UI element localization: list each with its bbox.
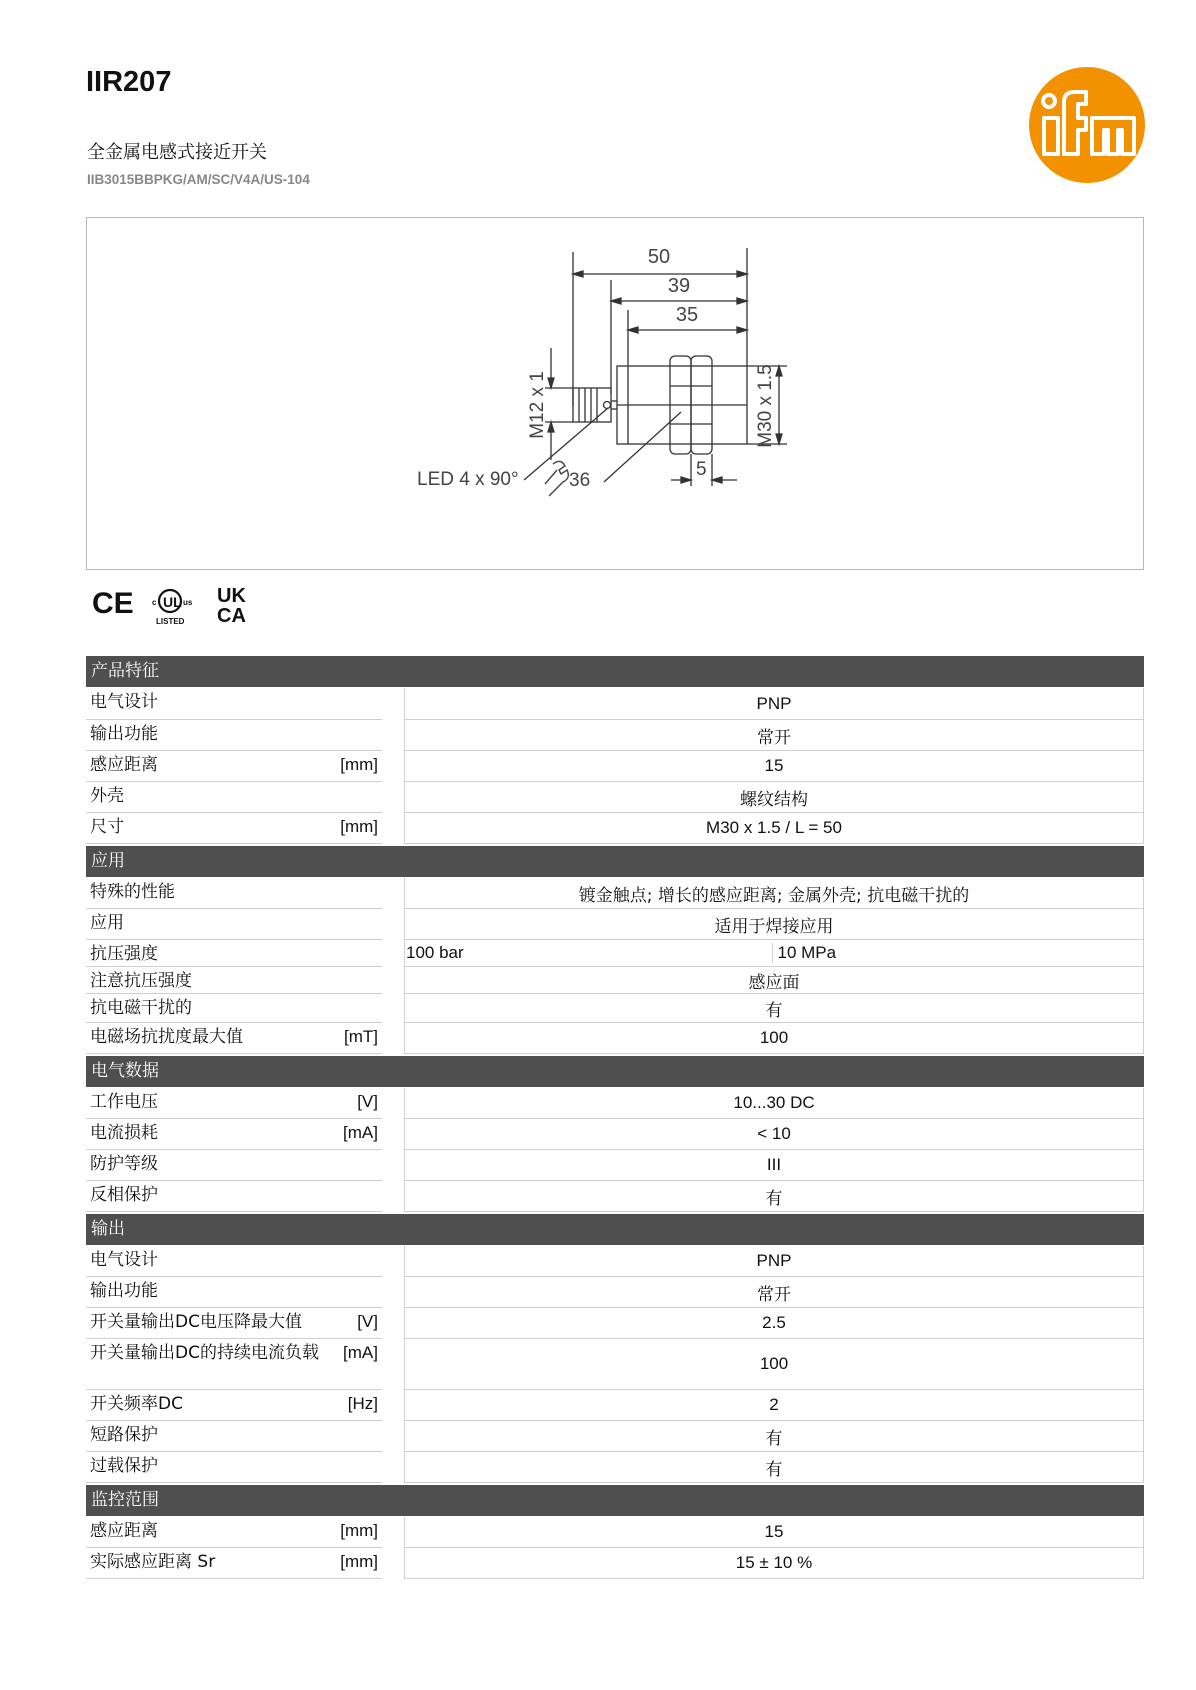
table-row: [86, 909, 1144, 940]
row-label: 开关量输出DC的持续电流负载 [mA]: [86, 1339, 382, 1390]
row-label: 开关频率DC [Hz]: [86, 1390, 382, 1421]
section-header: 应用: [86, 846, 1144, 877]
section-header: 监控范围: [86, 1485, 1144, 1516]
dimension-drawing: [86, 217, 1144, 570]
row-label: 电流损耗 [mA]: [86, 1119, 382, 1150]
table-row: [86, 1246, 1144, 1277]
row-value: PNP: [404, 688, 1144, 720]
section-product-features: [86, 656, 1144, 844]
row-label: 感应距离 [mm]: [86, 1517, 382, 1548]
row-label: 感应距离 [mm]: [86, 751, 382, 782]
specification-table: [86, 656, 1144, 1591]
row-value: 适用于焊接应用: [404, 909, 1144, 940]
svg-text:UL: UL: [163, 594, 182, 610]
row-value: 感应面: [404, 967, 1144, 994]
table-row: [86, 967, 1144, 994]
row-label: 电气设计: [86, 688, 382, 720]
section-header: 电气数据: [86, 1056, 1144, 1087]
row-label: 短路保护: [86, 1421, 382, 1452]
row-label: 防护等级: [86, 1150, 382, 1181]
row-label: 过载保护: [86, 1452, 382, 1483]
svg-text:LISTED: LISTED: [156, 617, 185, 626]
table-row: [86, 1119, 1144, 1150]
row-value: 镀金触点; 增长的感应距离; 金属外壳; 抗电磁干扰的: [404, 878, 1144, 909]
row-label: 特殊的性能: [86, 878, 382, 909]
row-value: 有: [404, 1452, 1144, 1483]
value-mpa: 10 MPa: [772, 943, 1144, 963]
table-row: [86, 1181, 1144, 1212]
value-bar: 100 bar: [406, 943, 464, 962]
table-row: [86, 1517, 1144, 1548]
row-label: 输出功能: [86, 720, 382, 751]
row-label: 反相保护: [86, 1181, 382, 1212]
row-value: < 10: [404, 1119, 1144, 1150]
section-header: 输出: [86, 1214, 1144, 1245]
table-row: [86, 878, 1144, 909]
svg-text:c: c: [152, 598, 157, 607]
row-label: 尺寸 [mm]: [86, 813, 382, 844]
wrench-icon: [545, 461, 568, 496]
row-value: III: [404, 1150, 1144, 1181]
row-value: 15 ± 10 %: [404, 1548, 1144, 1579]
row-label: 抗压强度: [86, 940, 382, 967]
table-row: [86, 1088, 1144, 1119]
row-label: 工作电压 [V]: [86, 1088, 382, 1119]
row-label: 应用: [86, 909, 382, 940]
dim-m12-label: M12 x 1: [527, 371, 548, 439]
dim-m30-label: M30 x 1.5: [755, 364, 776, 448]
svg-text:us: us: [183, 598, 193, 607]
table-row: [86, 1150, 1144, 1181]
table-row: [86, 1339, 1144, 1390]
dim-5-label: 5: [696, 459, 707, 480]
svg-text:CA: CA: [217, 605, 246, 627]
table-row: [86, 751, 1144, 782]
row-value: 有: [404, 1181, 1144, 1212]
row-label: 输出功能: [86, 1277, 382, 1308]
row-value: PNP: [404, 1246, 1144, 1277]
row-label: 电磁场抗扰度最大值 [mT]: [86, 1023, 382, 1054]
product-title: IIR207: [86, 66, 172, 98]
row-value: 2.5: [404, 1308, 1144, 1339]
row-label: 开关量输出DC电压降最大值 [V]: [86, 1308, 382, 1339]
table-row: [86, 1390, 1144, 1421]
svg-text:UK: UK: [217, 585, 246, 607]
section-header: 产品特征: [86, 656, 1144, 687]
table-row: [86, 782, 1144, 813]
row-label: 实际感应距离 Sr [mm]: [86, 1548, 382, 1579]
dim-50-label: 50: [647, 246, 671, 268]
led-label: LED 4 x 90°: [417, 469, 519, 490]
row-value: 15: [404, 751, 1144, 782]
ifm-logo: [1028, 66, 1146, 184]
row-value: 常开: [404, 1277, 1144, 1308]
article-code: IIB3015BBPKG/AM/SC/V4A/US-104: [87, 172, 310, 187]
row-value: 有: [404, 1421, 1144, 1452]
section-output: [86, 1214, 1144, 1483]
row-value: 100: [404, 1023, 1144, 1054]
section-application: [86, 846, 1144, 1054]
table-row: [86, 1308, 1144, 1339]
ce-mark: CE: [92, 587, 134, 620]
section-electrical-data: [86, 1056, 1144, 1212]
row-value: 10...30 DC: [404, 1088, 1144, 1119]
wrench-size-label: 36: [569, 470, 591, 491]
ukca-mark: [217, 585, 246, 627]
row-value-split: [404, 940, 1144, 967]
table-row: [86, 1452, 1144, 1483]
ul-listed-mark: [152, 590, 193, 626]
certification-marks: [92, 580, 262, 630]
row-value: 螺纹结构: [404, 782, 1144, 813]
section-monitoring-range: [86, 1485, 1144, 1579]
row-value: M30 x 1.5 / L = 50: [404, 813, 1144, 844]
row-value: 有: [404, 994, 1144, 1023]
row-value: 15: [404, 1517, 1144, 1548]
table-row: [86, 1548, 1144, 1579]
table-row: [86, 1421, 1144, 1452]
table-row: [86, 940, 1144, 967]
row-value: 100: [404, 1339, 1144, 1390]
row-label: 电气设计: [86, 1246, 382, 1277]
table-row: [86, 813, 1144, 844]
table-row: [86, 994, 1144, 1023]
dim-39-label: 39: [667, 275, 691, 297]
row-value: 常开: [404, 720, 1144, 751]
table-row: [86, 720, 1144, 751]
dim-35-label: 35: [675, 304, 699, 326]
table-row: [86, 688, 1144, 720]
row-value: 2: [404, 1390, 1144, 1421]
product-subtitle: 全金属电感式接近开关: [87, 142, 267, 163]
table-row: [86, 1277, 1144, 1308]
table-row: [86, 1023, 1144, 1054]
row-label: 注意抗压强度: [86, 967, 382, 994]
row-label: 外壳: [86, 782, 382, 813]
row-label: 抗电磁干扰的: [86, 994, 382, 1023]
